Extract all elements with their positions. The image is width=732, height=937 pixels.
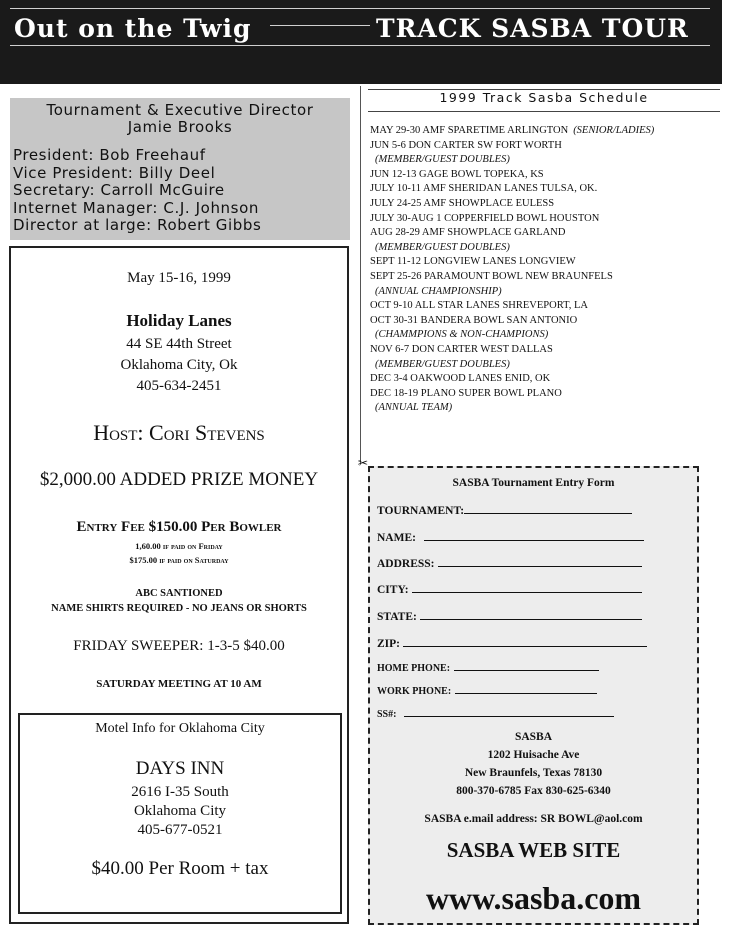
entry-form-title: SASBA Tournament Entry Form [452, 477, 615, 489]
schedule-line [370, 168, 720, 183]
tournament-field-line[interactable] [464, 503, 632, 514]
schedule-event: SEPT 11-12 LONGVIEW LANES LONGVIEW [370, 256, 576, 268]
director-name: Jamie Brooks [127, 118, 233, 136]
state-field-line[interactable] [420, 609, 642, 620]
schedule-line [370, 139, 720, 154]
schedule-line [370, 226, 720, 241]
schedule-note: (MEMBER/GUEST DOUBLES) [375, 241, 510, 253]
org-address: 1202 Huisache Ave [487, 749, 580, 761]
host-name: Host: Cori Stevens [93, 420, 265, 445]
ssn-field[interactable] [377, 706, 614, 720]
tournament-field[interactable] [377, 503, 632, 517]
state-field-label: STATE: [377, 611, 417, 623]
schedule-line [370, 197, 720, 212]
venue-address: 44 SE 44th Street [126, 336, 232, 352]
org-email: SASBA e.mail address: SR BOWL@aol.com [424, 813, 643, 825]
schedule-line [370, 387, 720, 402]
work-phone-field-label: WORK PHONE: [377, 686, 452, 697]
officers-box [10, 98, 350, 240]
header-rule-mid [270, 25, 370, 26]
schedule-line [370, 212, 720, 227]
prize-money: $2,000.00 ADDED PRIZE MONEY [39, 469, 319, 490]
schedule-event: DEC 18-19 PLANO SUPER BOWL PLANO [370, 387, 562, 399]
schedule-note: (ANNUAL CHAMPIONSHIP) [375, 285, 502, 297]
zip-field-line[interactable] [403, 636, 647, 647]
fee-saturday: $175.00 if paid on Saturday [129, 555, 229, 565]
work-phone-field[interactable] [377, 683, 597, 697]
schedule-event: JUN 5-6 DON CARTER SW FORT WORTH [370, 139, 562, 151]
officer-vice-president: Vice President: Billy Deel [13, 163, 216, 182]
officer-internet-manager: Internet Manager: C.J. Johnson [13, 198, 259, 217]
city-field[interactable] [377, 582, 642, 596]
venue-name: Holiday Lanes [126, 311, 232, 330]
header-rule-bottom [10, 45, 710, 46]
schedule-note: (CHAMMPIONS & NON-CHAMPIONS) [375, 329, 549, 341]
name-field-label: NAME: [377, 532, 416, 544]
schedule-line [370, 255, 720, 270]
schedule-event-note: (SENIOR/LADIES) [573, 125, 655, 136]
dress-code: NAME SHIRTS REQUIRED - NO JEANS OR SHORTS [51, 603, 307, 614]
website-url[interactable]: www.sasba.com [425, 880, 642, 916]
schedule-event: SEPT 25-26 PARAMOUNT BOWL NEW BRAUNFELS [370, 270, 613, 282]
schedule-event: DEC 3-4 OAKWOOD LANES ENID, OK [370, 373, 551, 385]
schedule-event: JULY 30-AUG 1 COPPERFIELD BOWL HOUSTON [370, 212, 600, 224]
schedule-line [370, 401, 720, 416]
schedule-title: 1999 Track Sasba Schedule [439, 90, 649, 105]
officer-president: President: Bob Freehauf [13, 146, 206, 164]
schedule-line [370, 372, 720, 387]
schedule-line [370, 153, 720, 168]
home-phone-field[interactable] [377, 660, 599, 674]
city-field-label: CITY: [377, 584, 409, 596]
address-field-line[interactable] [438, 556, 642, 567]
motel-box [18, 713, 342, 914]
header-rule-top [10, 8, 710, 9]
schedule-event: MAY 29-30 AMF SPARETIME ARLINGTON [370, 125, 569, 136]
org-phones: 800-370-6785 Fax 830-625-6340 [456, 785, 611, 797]
schedule-note: (ANNUAL TEAM) [375, 402, 453, 414]
name-field-line[interactable] [424, 530, 644, 541]
column-divider [360, 86, 361, 464]
venue-phone: 405-634-2451 [136, 378, 222, 394]
name-field[interactable] [377, 530, 644, 544]
officer-director-at-large: Director at large: Robert Gibbs [13, 216, 262, 234]
address-field-label: ADDRESS: [377, 558, 435, 570]
website-heading: SASBA WEB SITE [446, 838, 621, 862]
schedule-line [370, 358, 720, 373]
home-phone-field-line[interactable] [454, 660, 599, 671]
schedule-event: JUN 12-13 GAGE BOWL TOPEKA, KS [370, 168, 544, 180]
director-title: Tournament & Executive Director [46, 101, 314, 119]
schedule-line [370, 270, 720, 285]
entry-form [368, 466, 699, 925]
schedule-event: NOV 6-7 DON CARTER WEST DALLAS [370, 343, 553, 355]
schedule-line [370, 285, 720, 300]
work-phone-field-line[interactable] [455, 683, 597, 694]
schedule-event: JULY 10-11 AMF SHERIDAN LANES TULSA, OK. [370, 183, 598, 195]
schedule-event: OCT 9-10 ALL STAR LANES SHREVEPORT, LA [370, 300, 588, 312]
schedule-event: JULY 24-25 AMF SHOWPLACE EULESS [370, 197, 555, 209]
schedule-event: AUG 28-29 AMF SHOWPLACE GARLAND [370, 227, 566, 239]
schedule-line [370, 241, 720, 256]
officer-list [13, 147, 261, 235]
schedule-note: (MEMBER/GUEST DOUBLES) [375, 358, 510, 370]
entry-fee: Entry Fee $150.00 Per Bowler [76, 519, 282, 535]
schedule-line [370, 328, 720, 343]
friday-sweeper: FRIDAY SWEEPER: 1-3-5 $40.00 [73, 638, 285, 654]
scissors-icon: ✂ [358, 456, 369, 470]
venue-city: Oklahoma City, Ok [120, 357, 238, 373]
schedule-note: (MEMBER/GUEST DOUBLES) [375, 154, 510, 166]
ssn-field-label: SS#: [377, 709, 397, 720]
motel-address: 2616 I-35 South [131, 784, 229, 800]
city-field-line[interactable] [412, 582, 642, 593]
zip-field[interactable] [377, 636, 647, 650]
zip-field-label: ZIP: [377, 638, 400, 650]
address-field[interactable] [377, 556, 642, 570]
officer-secretary: Secretary: Carroll McGuire [13, 181, 225, 199]
meeting-time: SATURDAY MEETING AT 10 AM [96, 678, 262, 690]
schedule-list [370, 124, 720, 416]
org-name: SASBA [514, 731, 553, 743]
tournament-dates: May 15-16, 1999 [127, 270, 231, 286]
schedule-line [370, 343, 720, 358]
org-city: New Braunfels, Texas 78130 [464, 767, 603, 779]
tournament-field-label: TOURNAMENT: [377, 505, 465, 517]
motel-phone: 405-677-0521 [137, 822, 223, 838]
sanction-note: ABC SANTIONED [135, 588, 223, 599]
motel-name: DAYS INN [135, 758, 225, 779]
schedule-line [370, 182, 720, 197]
motel-heading: Motel Info for Oklahoma City [95, 721, 265, 736]
schedule-line [370, 314, 720, 329]
motel-city: Oklahoma City [133, 803, 227, 819]
newsletter-title: Out on the Twig [14, 14, 252, 43]
motel-rate: $40.00 Per Room + tax [91, 858, 269, 879]
fee-friday: 1,60.00 if paid on Friday [135, 541, 223, 551]
home-phone-field-label: HOME PHONE: [377, 663, 451, 674]
schedule-line [370, 124, 720, 139]
header-bar [0, 0, 722, 84]
ssn-field-line[interactable] [404, 706, 614, 717]
schedule-rule-bottom [368, 111, 720, 112]
schedule-line [370, 299, 720, 314]
tour-title: TRACK SASBA TOUR [376, 14, 689, 43]
state-field[interactable] [377, 609, 642, 623]
schedule-event: OCT 30-31 BANDERA BOWL SAN ANTONIO [370, 314, 578, 326]
